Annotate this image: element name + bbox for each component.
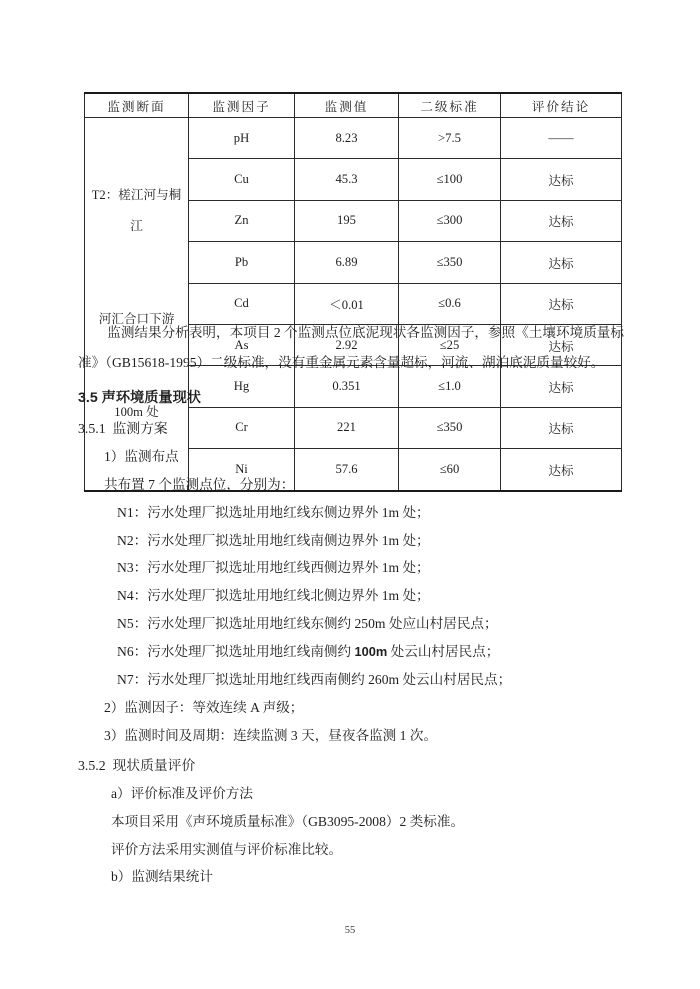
cell-value: 6.89 xyxy=(295,242,399,283)
cell-factor: Ni xyxy=(189,449,295,491)
list-item-eval-standard-method: a）评价标准及评价方法 xyxy=(111,785,253,801)
header-conclusion: 评价结论 xyxy=(501,93,622,118)
cell-value: ＜0.01 xyxy=(295,283,399,324)
cell-value: 45.3 xyxy=(295,159,399,200)
sediment-conclusion-paragraph: 监测结果分析表明，本项目 2 个监测点位底泥现状各监测因子，参照《土壤环境质量标准》（GB15618-1995）二级标准，没有重金属元素含量超标，河流、湖泊底泥质量较好。 xyxy=(78,325,624,370)
cell-conclusion: —— xyxy=(501,118,622,159)
cell-value: 221 xyxy=(295,407,399,448)
cell-standard: ≤350 xyxy=(399,242,501,283)
cell-standard: ≤25 xyxy=(399,324,501,365)
cell-conclusion: 达标 xyxy=(501,200,622,241)
eval-standard-sentence: 本项目采用《声环境质量标准》（GB3095-2008）2 类标准。 xyxy=(111,813,465,829)
section-heading-3-5: 3.5 声环境质量现状 xyxy=(78,390,201,406)
cell-conclusion: 达标 xyxy=(501,242,622,283)
header-factor: 监测因子 xyxy=(189,93,295,118)
header-standard: 二级标准 xyxy=(399,93,501,118)
cell-factor: Cr xyxy=(189,407,295,448)
cell-conclusion: 达标 xyxy=(501,407,622,448)
point-text: 处云山村居民点； xyxy=(387,644,500,660)
noise-point-n1 xyxy=(78,499,624,527)
cell-standard: ≤0.6 xyxy=(399,283,501,324)
list-item-monitoring-factor: 2）监测因子：等效连续 A 声级； xyxy=(104,699,304,715)
cell-factor: Zn xyxy=(189,200,295,241)
cell-conclusion: 达标 xyxy=(501,283,622,324)
noise-point-n5 xyxy=(78,610,624,638)
point-text: N2：污水处理厂拟选址用地红线南侧边界外 1m 处； xyxy=(117,532,430,548)
noise-point-n2 xyxy=(78,527,624,555)
section-heading-3-5-1: 3.5.1 监测方案 xyxy=(78,420,168,436)
document-body xyxy=(78,305,624,891)
list-item-result-statistics: b）监测结果统计 xyxy=(111,869,213,885)
cell-standard: >7.5 xyxy=(399,118,501,159)
cell-factor: pH xyxy=(189,118,295,159)
cell-standard: ≤300 xyxy=(399,200,501,241)
point-text: N1：污水处理厂拟选址用地红线东侧边界外 1m 处； xyxy=(117,504,430,520)
point-text: N6：污水处理厂拟选址用地红线南侧约 xyxy=(117,644,355,660)
cell-value: 2.92 xyxy=(295,324,399,365)
site-line: T2：槎江河与桐江 xyxy=(91,188,182,233)
noise-point-n7 xyxy=(78,666,624,694)
cell-standard: ≤1.0 xyxy=(399,366,501,407)
cell-factor: As xyxy=(189,324,295,365)
point-text: N3：污水处理厂拟选址用地红线西侧边界外 1m 处； xyxy=(117,560,430,576)
table-header-row xyxy=(85,93,622,118)
cell-factor: Pb xyxy=(189,242,295,283)
eval-method-sentence: 评价方法采用实测值与评价标准比较。 xyxy=(111,841,343,857)
cell-factor: Cd xyxy=(189,283,295,324)
cell-value: 0.351 xyxy=(295,366,399,407)
table-row xyxy=(85,118,622,159)
cell-conclusion: 达标 xyxy=(501,324,622,365)
cell-standard: ≤60 xyxy=(399,449,501,491)
cell-value: 57.6 xyxy=(295,449,399,491)
page-number: 55 xyxy=(344,925,356,936)
cell-factor: Hg xyxy=(189,366,295,407)
cell-value: 195 xyxy=(295,200,399,241)
header-value: 监测值 xyxy=(295,93,399,118)
cell-value: 8.23 xyxy=(295,118,399,159)
cell-conclusion: 达标 xyxy=(501,366,622,407)
cell-standard: ≤100 xyxy=(399,159,501,200)
monitoring-points-intro: 共布置 7 个监测点位，分别为： xyxy=(104,476,295,492)
point-text: N7：污水处理厂拟选址用地红线西南侧约 260m 处云山村居民点； xyxy=(117,672,512,688)
cell-conclusion: 达标 xyxy=(501,159,622,200)
cell-standard: ≤350 xyxy=(399,407,501,448)
noise-point-n6 xyxy=(78,638,624,666)
header-section: 监测断面 xyxy=(85,93,189,118)
list-item-monitoring-time: 3）监测时间及周期：连续监测 3 天，昼夜各监测 1 次。 xyxy=(104,727,438,743)
site-line: 河汇合口下游 xyxy=(98,312,175,326)
cell-factor: Cu xyxy=(189,159,295,200)
site-line: 100m 处 xyxy=(114,405,159,419)
noise-point-n3 xyxy=(78,554,624,582)
noise-point-n4 xyxy=(78,582,624,610)
point-bold-text: 100m xyxy=(354,644,388,660)
point-text: N4：污水处理厂拟选址用地红线北侧边界外 1m 处； xyxy=(117,588,430,604)
section-heading-3-5-2: 3.5.2 现状质量评价 xyxy=(78,757,196,773)
list-item-monitoring-points: 1）监测布点 xyxy=(104,448,179,464)
point-text: N5：污水处理厂拟选址用地红线东侧约 250m 处应山村居民点； xyxy=(117,616,498,632)
cell-conclusion: 达标 xyxy=(501,449,622,491)
